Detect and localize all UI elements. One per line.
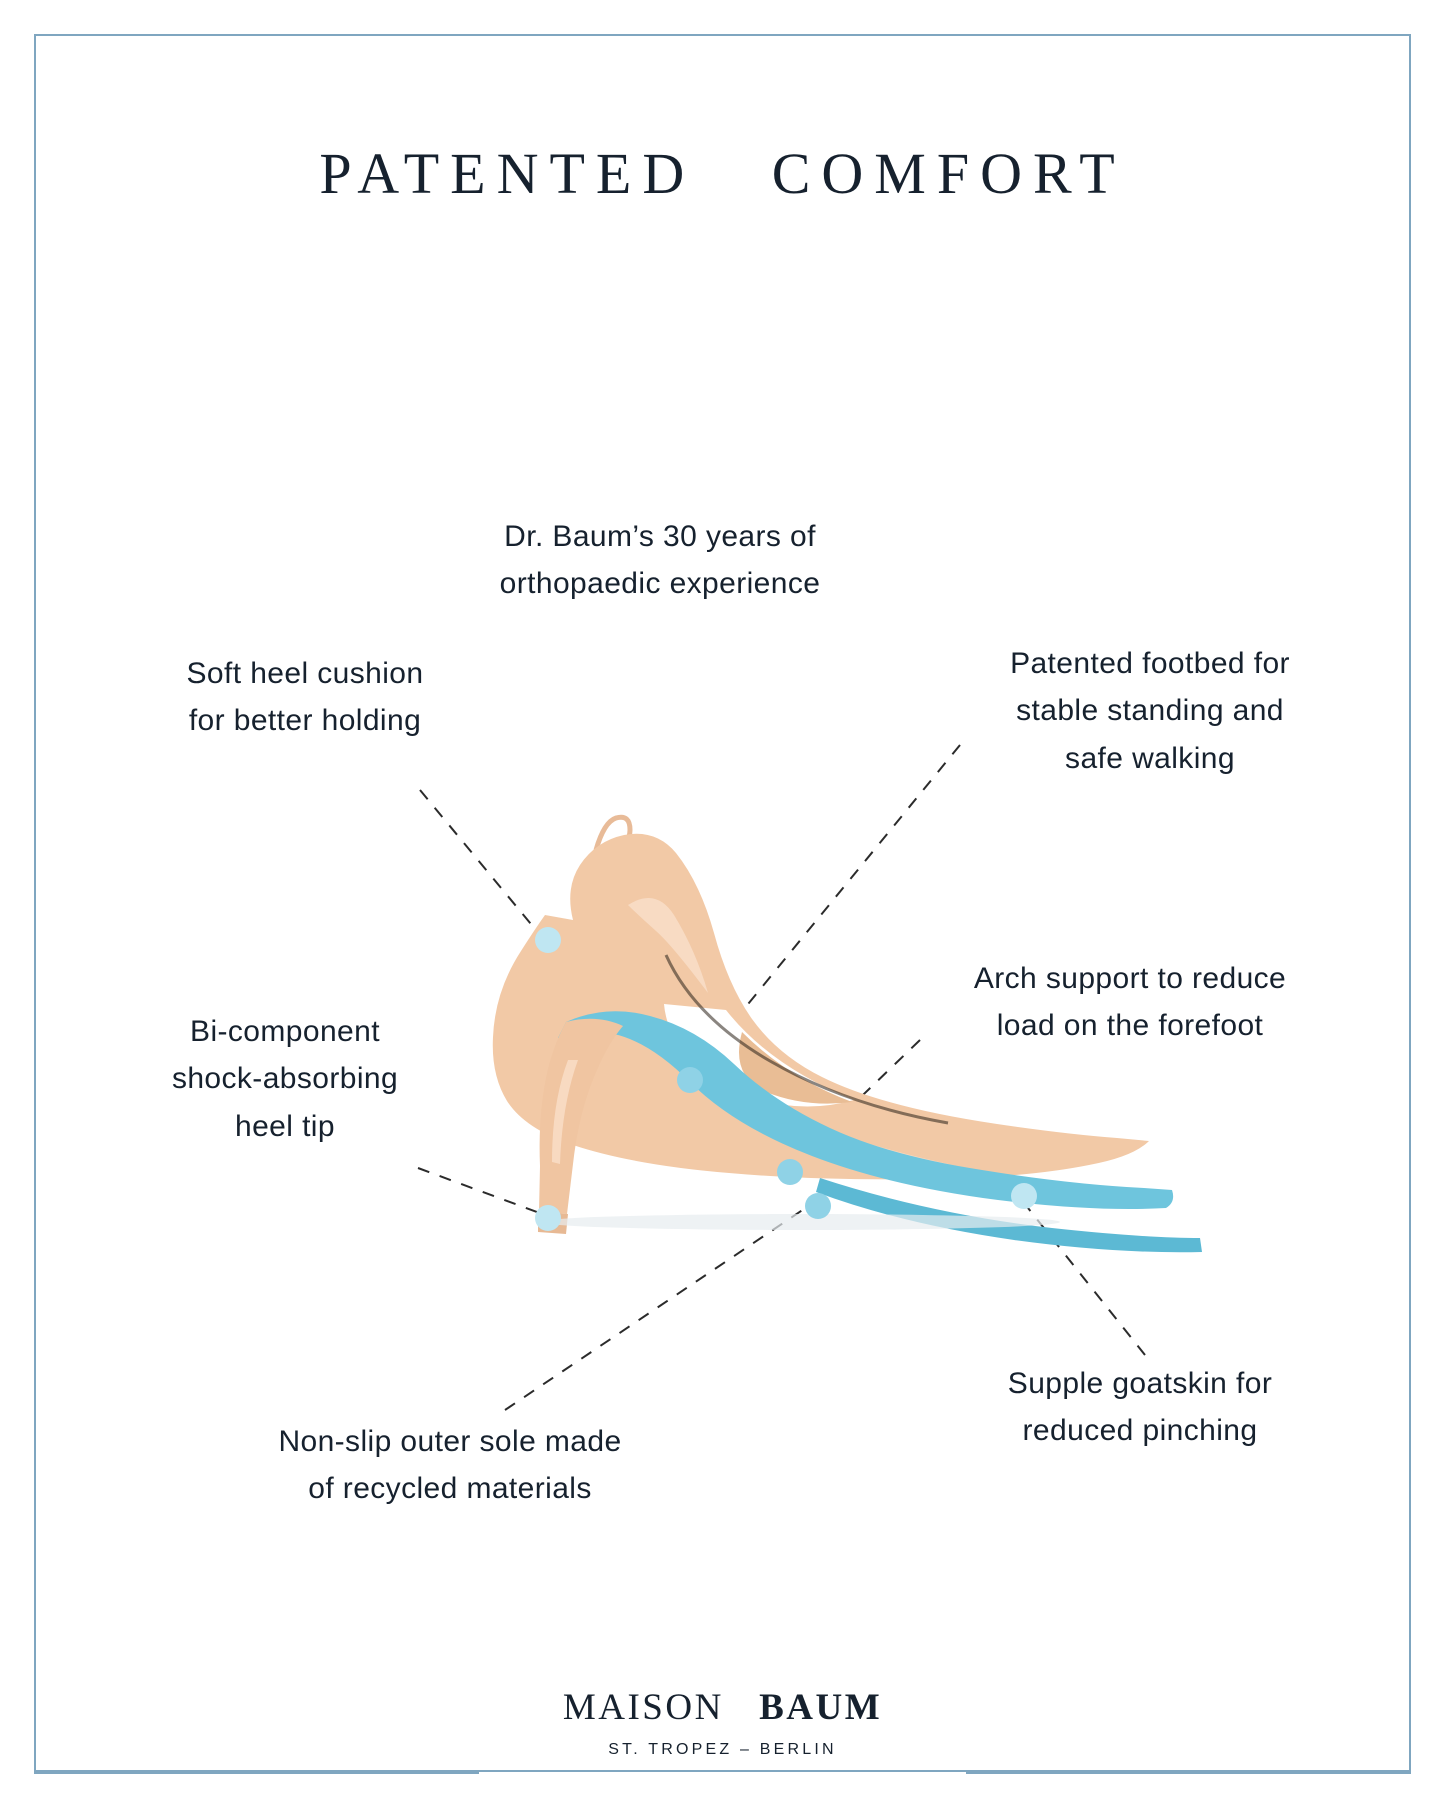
brand-name-part2: BAUM (759, 1687, 883, 1728)
callout-soft-heel-cushion-line2: for better holding (188, 704, 422, 738)
callout-experience (430, 513, 890, 608)
callout-experience-line2: orthopaedic experience (499, 567, 821, 601)
page-title-part2: COMFORT (771, 141, 1126, 206)
callout-heel-tip-line2: shock-absorbing (171, 1062, 399, 1096)
callout-patented-footbed-line3: safe walking (1065, 741, 1235, 775)
dot-non-slip-sole (805, 1193, 831, 1219)
footer-rule-left (34, 1772, 479, 1774)
callout-goatskin-line2: reduced pinching (1022, 1414, 1258, 1448)
callout-non-slip-outer-sole (215, 1418, 685, 1513)
callout-arch-support (920, 955, 1340, 1050)
brand-tagline: ST. TROPEZ – BERLIN (608, 1741, 837, 1758)
leader-heel-tip (418, 1168, 545, 1215)
callout-heel-tip-line1: Bi-component (190, 1015, 380, 1048)
brand-name (0, 1686, 1445, 1729)
callout-supple-goatskin (960, 1360, 1320, 1455)
callout-patented-footbed (955, 640, 1345, 782)
callout-patented-footbed-line2: stable standing and (1016, 694, 1284, 728)
dot-goatskin (1011, 1183, 1037, 1209)
leader-soft-heel-cushion (420, 790, 540, 935)
callout-experience-line1: Dr. Baum’s 30 years of (504, 520, 816, 553)
callout-soft-heel-cushion (140, 650, 470, 745)
dot-arch-support (777, 1159, 803, 1185)
callout-arch-support-line2: load on the forefoot (996, 1009, 1264, 1043)
callout-bi-component-heel-tip (125, 1008, 445, 1150)
callout-non-slip-line2: of recycled materials (308, 1472, 592, 1506)
page-title-part1: PATENTED (319, 141, 696, 206)
dot-heel-tip (535, 1205, 561, 1231)
footer-rule-right (966, 1772, 1411, 1774)
callout-heel-tip-line3: heel tip (235, 1109, 335, 1143)
footer-brand (0, 1686, 1445, 1759)
dot-patented-footbed (677, 1067, 703, 1093)
callout-non-slip-line1: Non-slip outer sole made (278, 1425, 622, 1458)
brand-name-part1: MAISON (562, 1687, 724, 1728)
callout-soft-heel-cushion-line1: Soft heel cushion (186, 657, 424, 690)
leader-non-slip-sole (505, 1205, 810, 1410)
dot-soft-heel-cushion (535, 927, 561, 953)
callout-patented-footbed-line1: Patented footbed for (1010, 647, 1290, 680)
callout-arch-support-line1: Arch support to reduce (973, 962, 1287, 995)
callout-goatskin-line1: Supple goatskin for (1007, 1367, 1273, 1400)
